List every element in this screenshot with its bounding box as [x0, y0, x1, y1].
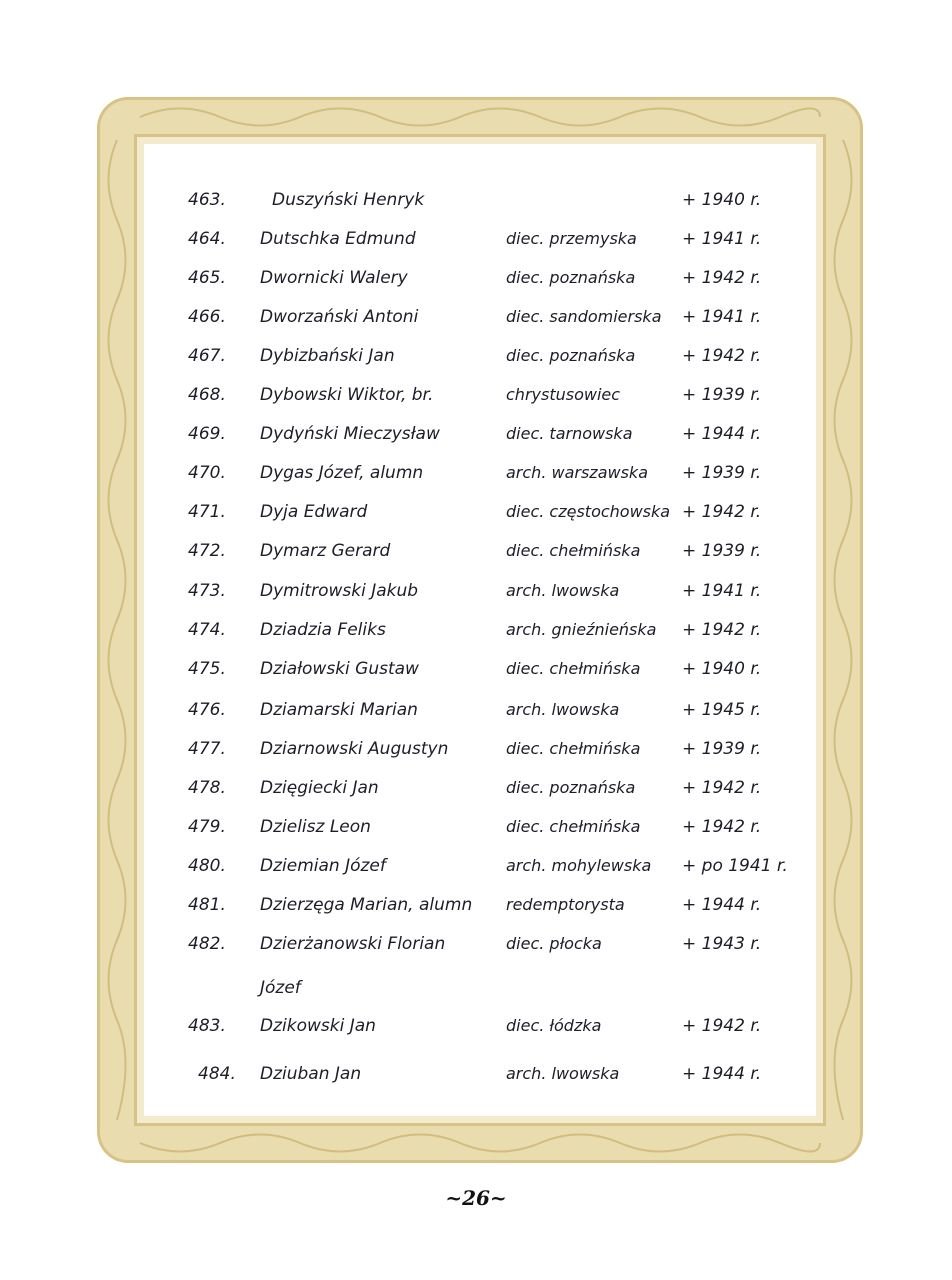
entry-diocese: diec. poznańska — [506, 778, 636, 797]
entry-name: Dziadzia Feliks — [260, 620, 386, 640]
entry-diocese: diec. sandomierska — [506, 307, 662, 326]
entry-death: + 1939 r. — [682, 541, 762, 561]
entry-diocese: arch. lwowska — [506, 581, 620, 600]
list-item — [188, 778, 778, 808]
entry-name: Duszyński Henryk — [272, 190, 425, 210]
entry-death: + 1942 r. — [682, 1016, 762, 1036]
entry-death: + 1942 r. — [682, 620, 762, 640]
entry-death: + 1942 r. — [682, 346, 762, 366]
list-item — [188, 934, 778, 964]
entry-number: 465. — [188, 268, 226, 288]
entry-number: 472. — [188, 541, 226, 561]
entry-death: + 1942 r. — [682, 502, 762, 522]
entry-death: + 1939 r. — [682, 739, 762, 759]
entry-number: 466. — [188, 307, 226, 327]
entry-number: 476. — [188, 700, 226, 720]
entry-number: 478. — [188, 778, 226, 798]
entry-diocese: diec. poznańska — [506, 268, 636, 287]
entry-name-line2: Józef — [260, 978, 301, 998]
entry-name: Dyja Edward — [260, 502, 368, 522]
entry-death: + 1942 r. — [682, 268, 762, 288]
entry-name: Dybowski Wiktor, br. — [260, 385, 434, 405]
list-item — [188, 502, 778, 532]
list-item-continuation — [188, 978, 778, 1008]
entry-number: 483. — [188, 1016, 226, 1036]
entry-death: + 1945 r. — [682, 700, 762, 720]
entry-death: + po 1941 r. — [682, 856, 788, 876]
list-item — [188, 268, 778, 298]
list-item — [188, 307, 778, 337]
entry-number: 471. — [188, 502, 226, 522]
entry-name: Dziarnowski Augustyn — [260, 739, 449, 759]
entry-number: 467. — [188, 346, 226, 366]
entry-death: + 1942 r. — [682, 817, 762, 837]
entry-death: + 1944 r. — [682, 1064, 762, 1084]
entry-number: 463. — [188, 190, 226, 210]
entry-diocese: diec. częstochowska — [506, 502, 671, 521]
entry-number: 481. — [188, 895, 226, 915]
list-item — [188, 229, 778, 259]
list-item — [188, 856, 788, 886]
entry-diocese: diec. chełmińska — [506, 659, 641, 678]
entry-death: + 1940 r. — [682, 190, 762, 210]
entry-name: Dutschka Edmund — [260, 229, 416, 249]
list-item — [188, 620, 778, 650]
entry-number: 469. — [188, 424, 226, 444]
entry-number: 479. — [188, 817, 226, 837]
entry-number: 484. — [198, 1064, 236, 1084]
list-item — [188, 1064, 778, 1094]
entry-name: Dzięgiecki Jan — [260, 778, 379, 798]
entry-number: 477. — [188, 739, 226, 759]
entry-number: 482. — [188, 934, 226, 954]
entry-death: + 1939 r. — [682, 385, 762, 405]
entry-name: Dwornicki Walery — [260, 268, 408, 288]
entry-diocese: arch. mohylewska — [506, 856, 652, 875]
entry-name: Dziemian Józef — [260, 856, 386, 876]
list-item — [188, 424, 778, 454]
entry-name: Dworzański Antoni — [260, 307, 419, 327]
entry-diocese: diec. chełmińska — [506, 739, 641, 758]
list-item — [188, 1016, 778, 1046]
entry-diocese: diec. tarnowska — [506, 424, 633, 443]
entry-diocese: diec. chełmińska — [506, 541, 641, 560]
entry-number: 474. — [188, 620, 226, 640]
entry-death: + 1944 r. — [682, 895, 762, 915]
entry-name: Dzierzęga Marian, alumn — [260, 895, 473, 915]
entry-name: Dymitrowski Jakub — [260, 581, 419, 601]
entry-name: Dziamarski Marian — [260, 700, 418, 720]
entry-diocese: diec. przemyska — [506, 229, 637, 248]
entry-name: Dzielisz Leon — [260, 817, 371, 837]
list-item — [188, 895, 778, 925]
entry-diocese: redemptorysta — [506, 895, 625, 914]
entry-diocese: diec. płocka — [506, 934, 602, 953]
entry-death: + 1940 r. — [682, 659, 762, 679]
entry-number: 470. — [188, 463, 226, 483]
list-item — [188, 700, 778, 730]
entry-name: Dzikowski Jan — [260, 1016, 376, 1036]
entry-diocese: diec. łódzka — [506, 1016, 602, 1035]
list-item — [188, 581, 778, 611]
list-item — [188, 659, 778, 689]
entry-diocese: arch. lwowska — [506, 1064, 620, 1083]
entry-diocese: arch. warszawska — [506, 463, 648, 482]
entry-diocese: diec. chełmińska — [506, 817, 641, 836]
entry-death: + 1939 r. — [682, 463, 762, 483]
entry-number: 480. — [188, 856, 226, 876]
entry-death: + 1941 r. — [682, 581, 762, 601]
entry-name: Dydyński Mieczysław — [260, 424, 440, 444]
list-item — [188, 346, 778, 376]
page-number: ~26~ — [445, 1186, 507, 1210]
entry-diocese: arch. gnieźnieńska — [506, 620, 657, 639]
entry-number: 468. — [188, 385, 226, 405]
entry-death: + 1944 r. — [682, 424, 762, 444]
entry-name: Dybizbański Jan — [260, 346, 395, 366]
entry-number: 473. — [188, 581, 226, 601]
entry-number: 464. — [188, 229, 226, 249]
entry-death: + 1941 r. — [682, 307, 762, 327]
entry-diocese: chrystusowiec — [506, 385, 621, 404]
list-item — [188, 190, 778, 220]
entry-diocese: arch. lwowska — [506, 700, 620, 719]
list-item — [188, 385, 778, 415]
entry-death: + 1941 r. — [682, 229, 762, 249]
entry-number: 475. — [188, 659, 226, 679]
entry-name: Dygas Józef, alumn — [260, 463, 424, 483]
list-item — [188, 541, 778, 571]
entry-name: Dzierżanowski Florian — [260, 934, 446, 954]
entry-name: Dziuban Jan — [260, 1064, 362, 1084]
entry-name: Dymarz Gerard — [260, 541, 391, 561]
entry-name: Działowski Gustaw — [260, 659, 419, 679]
list-item — [188, 739, 778, 769]
entry-death: + 1943 r. — [682, 934, 762, 954]
entry-death: + 1942 r. — [682, 778, 762, 798]
entry-diocese: diec. poznańska — [506, 346, 636, 365]
list-item — [188, 817, 778, 847]
list-item — [188, 463, 778, 493]
